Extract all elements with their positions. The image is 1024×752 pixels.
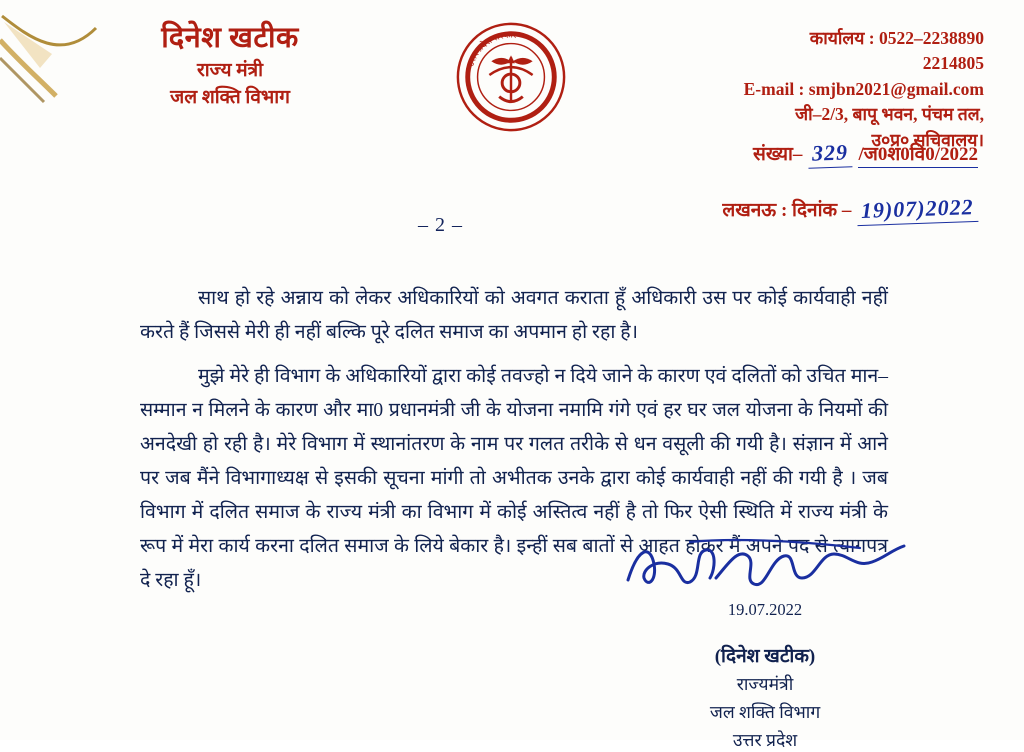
reference-number-handwritten: 329 (808, 139, 853, 169)
signature-department: जल शक्ति विभाग (709, 702, 821, 722)
address-line-2: उ०प्र० सचिवालय। (871, 129, 984, 150)
page-number-marker: – 2 – (418, 214, 463, 236)
signature-state: उत्तर प्रदेश (732, 730, 798, 750)
signature-mark (600, 540, 930, 602)
svg-text:उत्तर प्रदेश सरकार: उत्तर प्रदेश सरकार (465, 29, 517, 68)
minister-department: जल शक्ति विभाग (170, 87, 290, 109)
date-row (722, 196, 978, 224)
reference-suffix: /ज0श0वि0/2022 (858, 140, 978, 168)
date-label: लखनऊ : दिनांक – (722, 200, 852, 221)
signature-date: 19.07.2022 (727, 600, 803, 619)
letterhead (0, 0, 1024, 150)
handwritten-signature-icon (620, 534, 910, 600)
body-paragraph-1: साथ हो रहे अन्नाय को लेकर अधिकारियों को अवगत कराता हूँ अधिकारी उस पर कोई कार्यवाही नहीं करते हैं जिससे मेरी ही नहीं बल्कि पूरे दलित समाज का अपमान हो रहा है। (140, 288, 888, 343)
address-line-1: जी–2/3, बापू भवन, पंचम तल, (795, 104, 984, 125)
signature-role: राज्यमंत्री (736, 674, 794, 694)
reference-label: संख्या– (753, 144, 803, 165)
reference-number-row (753, 140, 978, 168)
date-handwritten: 19)07)2022 (857, 194, 979, 226)
signature-name: (दिनेश खटीक) (714, 646, 816, 667)
office-phone-line-2: 2214805 (922, 53, 984, 74)
minister-name: दिनेश खटीक (161, 22, 299, 54)
contact-block (614, 26, 984, 153)
uttar-pradesh-government-emblem-icon (452, 18, 570, 136)
minister-identity (90, 22, 370, 111)
signature-block (600, 540, 930, 752)
email-line: E-mail : smjbn2021@gmail.com (743, 78, 984, 99)
minister-title: राज्य मंत्री (196, 60, 264, 82)
office-phone-line: कार्यालय : 0522–2238890 (809, 28, 984, 48)
body-paragraph-2: मुझे मेरे ही विभाग के अधिकारियों द्वारा कोई तवज्हो न दिये जाने के कारण एवं दलितों को उचित मान–सम्मान न मिलने के कारण और मा0 प्रधानमंत्री जी के योजना नमामि गंगे एवं हर घर जल योजना के नियमों की अनदेखी हो रही है। मेरे विभाग में स्थानांतरण के नाम पर गलत तरीके से धन वसूली की गयी है। संज्ञान में आने पर जब मैंने विभागाध्यक्ष से इसकी सूचना मांगी तो अभीतक उनके द्वारा कोई कार्यवाही नहीं की गयी है । जब विभाग में दलित समाज के राज्य मंत्री का विभाग में कोई अस्तित्व नहीं है तो फिर ऐसी स्थिति में राज्य मंत्री के रूप में मेरा कार्य करना दलित समाज के लिये बेकार है। इन्हीं सब बातों से आहत होकर मैं अपने पद से त्यागपत्र दे रहा हूँ। (140, 366, 888, 591)
